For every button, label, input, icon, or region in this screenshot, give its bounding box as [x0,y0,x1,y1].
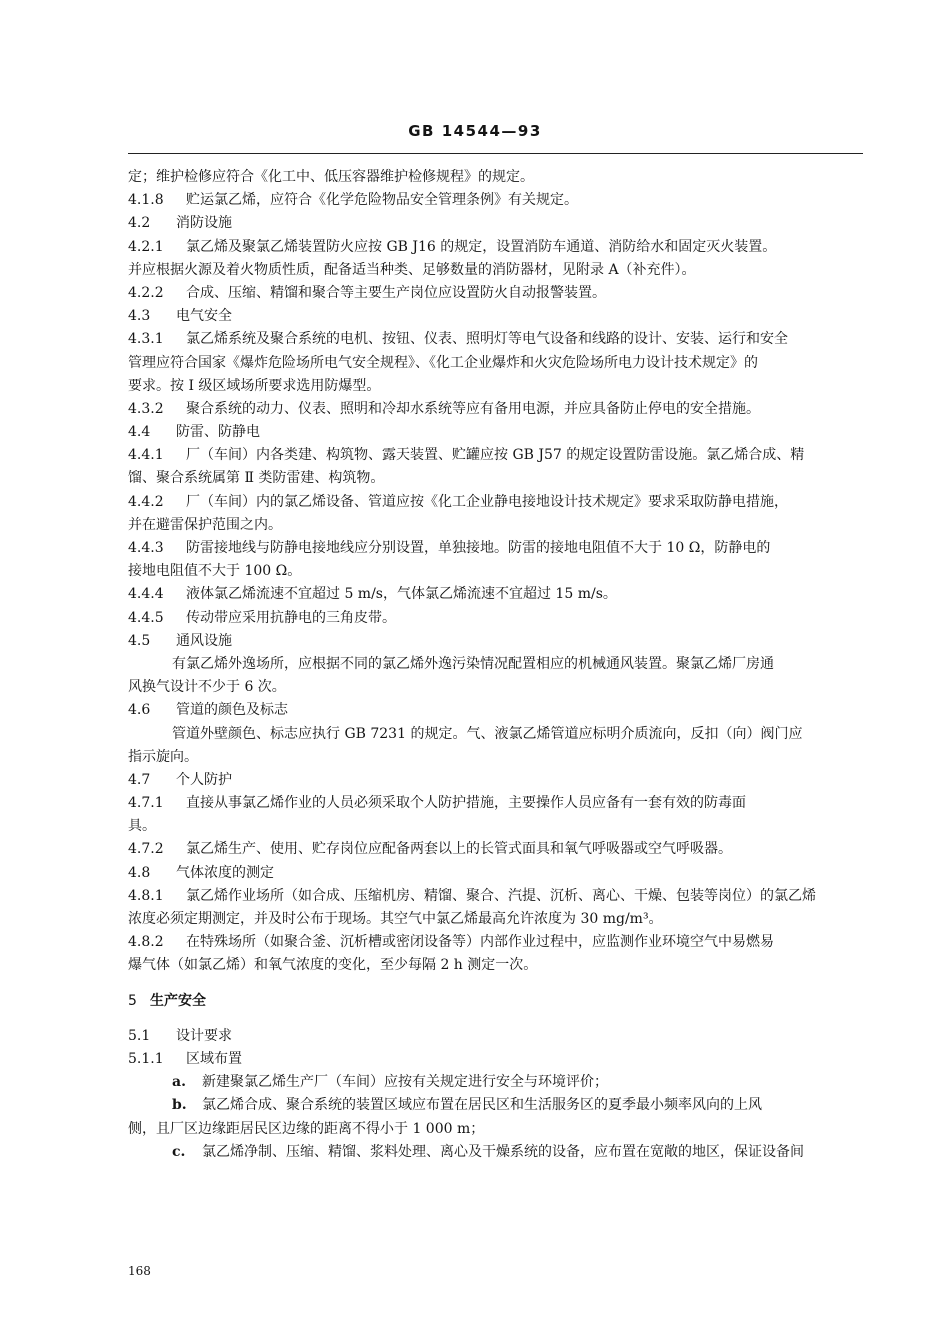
clause-number: 4.4 [128,424,151,441]
clause-number: 5.1.1 [128,1050,164,1067]
clause-number: 4.8.2 [128,934,164,951]
line-text: 传动带应采用抗静电的三角皮带。 [186,609,396,626]
clause-number: 4.6 [128,702,151,719]
clause-line [128,792,868,815]
clause-line [128,398,868,421]
clause-number: 5 [128,992,137,1009]
clause-line [128,838,868,861]
section-heading [128,862,868,885]
document-body [128,166,868,1164]
list-item [128,1071,868,1094]
line-text: 电气安全 [176,308,232,325]
clause-line [128,491,868,514]
line-text: 风换气设计不少于 6 次。 [128,679,286,696]
section-heading [128,212,868,235]
clause-line [128,189,868,212]
clause-number: 4.3.2 [128,400,164,417]
section-heading [128,305,868,328]
line-text: 氯乙烯生产、使用、贮存岗位应配备两套以上的长管式面具和氧气呼吸器或空气呼吸器。 [186,841,732,858]
line-text: 管理应符合国家《爆炸危险场所电气安全规程》、《化工企业爆炸和火灾危险场所电力设计技术规定》的 [128,354,758,371]
clause-number: 4.3.1 [128,331,164,348]
line-text: 新建聚氯乙烯生产厂（车间）应按有关规定进行安全与环境评价； [202,1074,608,1091]
clause-number: 4.7.2 [128,841,164,858]
clause-line [128,328,868,351]
line-text: 个人防护 [176,771,232,788]
line-text: 并在避雷保护范围之内。 [128,516,282,533]
line-text: 合成、压缩、精馏和聚合等主要生产岗位应设置防火自动报警装置。 [186,284,606,301]
section-heading [128,630,868,653]
section-heading [128,699,868,722]
clause-line [128,1048,868,1071]
line-text: 通风设施 [176,632,232,649]
clause-line [128,583,868,606]
line-text: 直接从事氯乙烯作业的人员必须采取个人防护措施，主要操作人员应备有一套有效的防毒面 [186,795,746,812]
chapter-heading [128,990,868,1013]
clause-number: 4.2.1 [128,238,164,255]
clause-number: 4.7 [128,771,151,788]
continuation-line [128,908,868,931]
clause-number: 5.1 [128,1027,151,1044]
line-text: 具。 [128,818,156,835]
line-text: 氯乙烯系统及聚合系统的电机、按钮、仪表、照明灯等电气设备和线路的设计、安装、运行和安全 [186,331,788,348]
section-heading [128,421,868,444]
line-text: 并应根据火源及着火物质性质，配备适当种类、足够数量的消防器材，见附录 A（补充件）。 [128,261,696,278]
header-divider [128,153,863,154]
line-text: 有氯乙烯外逸场所，应根据不同的氯乙烯外逸污染情况配置相应的机械通风装置。聚氯乙烯厂房通 [172,655,774,672]
section-gap [128,978,868,990]
standard-code-header: GB 14544—93 [408,122,542,140]
line-text: 侧，且厂区边缘距居民区边缘的距离不得小于 1 000 m； [128,1120,485,1137]
line-text: 液体氯乙烯流速不宜超过 5 m/s，气体氯乙烯流速不宜超过 15 m/s。 [186,586,617,603]
list-marker: c. [172,1143,186,1160]
clause-line [128,537,868,560]
line-text: 管道外壁颜色、标志应执行 GB 7231 的规定。气、液氯乙烯管道应标明介质流向，反扣（向）阀门应 [172,725,803,742]
clause-line [128,282,868,305]
continuation-line [128,1118,868,1141]
line-text: 贮运氯乙烯，应符合《化学危险物品安全管理条例》有关规定。 [186,192,578,209]
line-text: 生产安全 [150,992,206,1009]
line-text: 厂（车间）内各类建、构筑物、露天装置、贮罐应按 GB J57 的规定设置防雷设施。氯乙烯合成、精 [186,447,805,464]
clause-line [128,236,868,259]
clause-number: 4.4.3 [128,540,164,556]
line-text: 消防设施 [176,215,232,232]
clause-number: 4.8.1 [128,887,164,904]
line-text: 氯乙烯及聚氯乙烯装置防火应按 GB J16 的规定，设置消防车通道、消防给水和固定灭火装置。 [186,238,777,255]
continuation-line [128,259,868,282]
line-text: 指示旋向。 [128,748,198,765]
clause-line [128,607,868,630]
continuation-line [128,746,868,769]
continuation-line [128,467,868,490]
clause-number: 4.8 [128,864,151,881]
paragraph-line [128,653,868,676]
list-marker: b. [172,1097,187,1114]
line-text: 设计要求 [176,1027,232,1044]
clause-line [128,444,868,467]
line-text: 管道的颜色及标志 [176,702,288,719]
line-text: 区域布置 [186,1050,242,1067]
line-text: 防雷、防静电 [176,424,260,441]
clause-number: 4.4.2 [128,493,164,510]
continuation-line [128,166,868,189]
clause-number: 4.2 [128,215,151,232]
list-item [128,1141,868,1164]
line-text: 浓度必须定期测定，并及时公布于现场。其空气中氯乙烯最高允许浓度为 30 mg/m³。 [128,911,663,927]
page-number: 168 [128,1264,151,1278]
line-text: 氯乙烯合成、聚合系统的装置区域应布置在居民区和生活服务区的夏季最小频率风向的上风 [202,1097,762,1114]
line-text: 聚合系统的动力、仪表、照明和冷却水系统等应有备用电源，并应具备防止停电的安全措施。 [186,400,760,417]
clause-number: 4.4.5 [128,609,164,626]
line-text: 氯乙烯净制、压缩、精馏、浆料处理、离心及干燥系统的设备，应布置在宽敞的地区，保证设备间 [202,1143,804,1160]
continuation-line [128,815,868,838]
clause-number: 4.4.4 [128,586,164,603]
continuation-line [128,560,868,583]
continuation-line [128,352,868,375]
continuation-line [128,954,868,977]
clause-number: 4.7.1 [128,795,164,812]
clause-number: 4.5 [128,632,151,649]
list-marker: a. [172,1074,186,1091]
section-heading [128,1025,868,1048]
line-text: 厂（车间）内的氯乙烯设备、管道应按《化工企业静电接地设计技术规定》要求采取防静电措施， [186,493,788,510]
continuation-line [128,514,868,537]
line-text: 爆气体（如氯乙烯）和氧气浓度的变化，至少每隔 2 h 测定一次。 [128,957,538,974]
continuation-line [128,676,868,699]
clause-number: 4.1.8 [128,192,164,209]
clause-line [128,931,868,954]
line-text: 在特殊场所（如聚合釜、沉析槽或密闭设备等）内部作业过程中，应监测作业环境空气中易燃易 [186,934,774,951]
list-item [128,1094,868,1117]
clause-line [128,885,868,908]
clause-number: 4.2.2 [128,284,164,301]
line-text: 氯乙烯作业场所（如合成、压缩机房、精馏、聚合、汽提、沉析、离心、干燥、包装等岗位）的氯乙烯 [186,887,816,904]
clause-number: 4.4.1 [128,447,164,464]
clause-number: 4.3 [128,308,151,325]
line-text: 接地电阻值不大于 100 Ω。 [128,563,302,580]
line-text: 气体浓度的测定 [176,864,274,881]
line-text: 要求。按 Ⅰ 级区域场所要求选用防爆型。 [128,377,381,394]
paragraph-line [128,723,868,746]
section-gap [128,1013,868,1025]
line-text: 定；维护检修应符合《化工中、低压容器维护检修规程》的规定。 [128,169,534,185]
section-heading [128,769,868,792]
line-text: 防雷接地线与防静电接地线应分别设置，单独接地。防雷的接地电阻值不大于 10 Ω，防静电的 [186,540,771,556]
line-text: 馏、聚合系统属第 Ⅱ 类防雷建、构筑物。 [128,470,385,487]
continuation-line [128,375,868,398]
